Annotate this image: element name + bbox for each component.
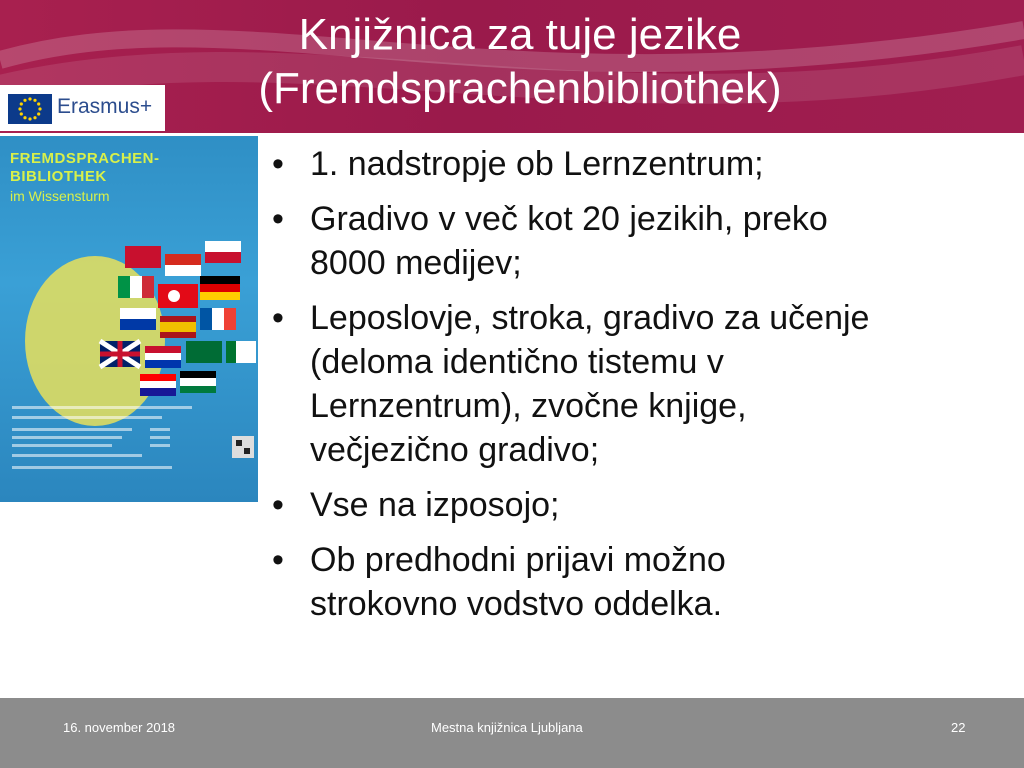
slide-footer [0,698,1024,768]
slide-title-line-1: Knjižnica za tuje jezike [298,10,742,59]
bullet-text-line: večjezično gradivo; [310,431,600,469]
bullet-item [268,296,1018,472]
library-poster-photo [0,136,258,502]
bullet-text-line: (deloma identično tistemu v [310,343,724,381]
bullet-list [268,142,1018,637]
bullet-text-line: Leposlovje, stroka, gradivo za učenje [310,299,870,337]
bullet-text-line: 1. nadstropje ob Lernzentrum; [310,145,764,183]
bullet-dot: • [272,541,284,579]
bullet-text-line: Gradivo v več kot 20 jezikih, preko [310,200,828,238]
footer-page-number: 22 [951,720,966,735]
bullet-dot: • [272,299,284,337]
footer-date: 16. november 2018 [63,720,176,735]
bullet-text-line: Lernzentrum), zvočne knjige, [310,387,747,425]
bullet-text-line: strokovno vodstvo oddelka. [310,585,723,623]
eu-flag-icon [8,94,52,124]
bullet-item [268,197,1018,285]
bullet-item [268,538,1018,626]
eu-stars-icon [8,94,52,124]
bullet-text-line: 8000 medijev; [310,244,522,282]
poster-title-line-2: BIBLIOTHEK [10,168,107,185]
footer-organization: Mestna knjižnica Ljubljana [431,720,583,735]
poster-subtitle: im Wissensturm [10,188,110,204]
slide-title [160,8,880,116]
poster-title-line-1: FREMDSPRACHEN- [10,150,160,167]
bullet-text-line: Ob predhodni prijavi možno [310,541,726,579]
bullet-dot: • [272,486,284,524]
erasmus-logo [0,85,165,131]
poster-flags-graphic [0,136,258,502]
slide-title-line-2: (Fremdsprachenbibliothek) [258,64,782,113]
bullet-item [268,483,1018,527]
erasmus-wordmark: Erasmus+ [57,95,153,118]
bullet-dot: • [272,145,284,183]
bullet-text-line: Vse na izposojo; [310,486,560,524]
bullet-dot: • [272,200,284,238]
bullet-item [268,142,1018,186]
